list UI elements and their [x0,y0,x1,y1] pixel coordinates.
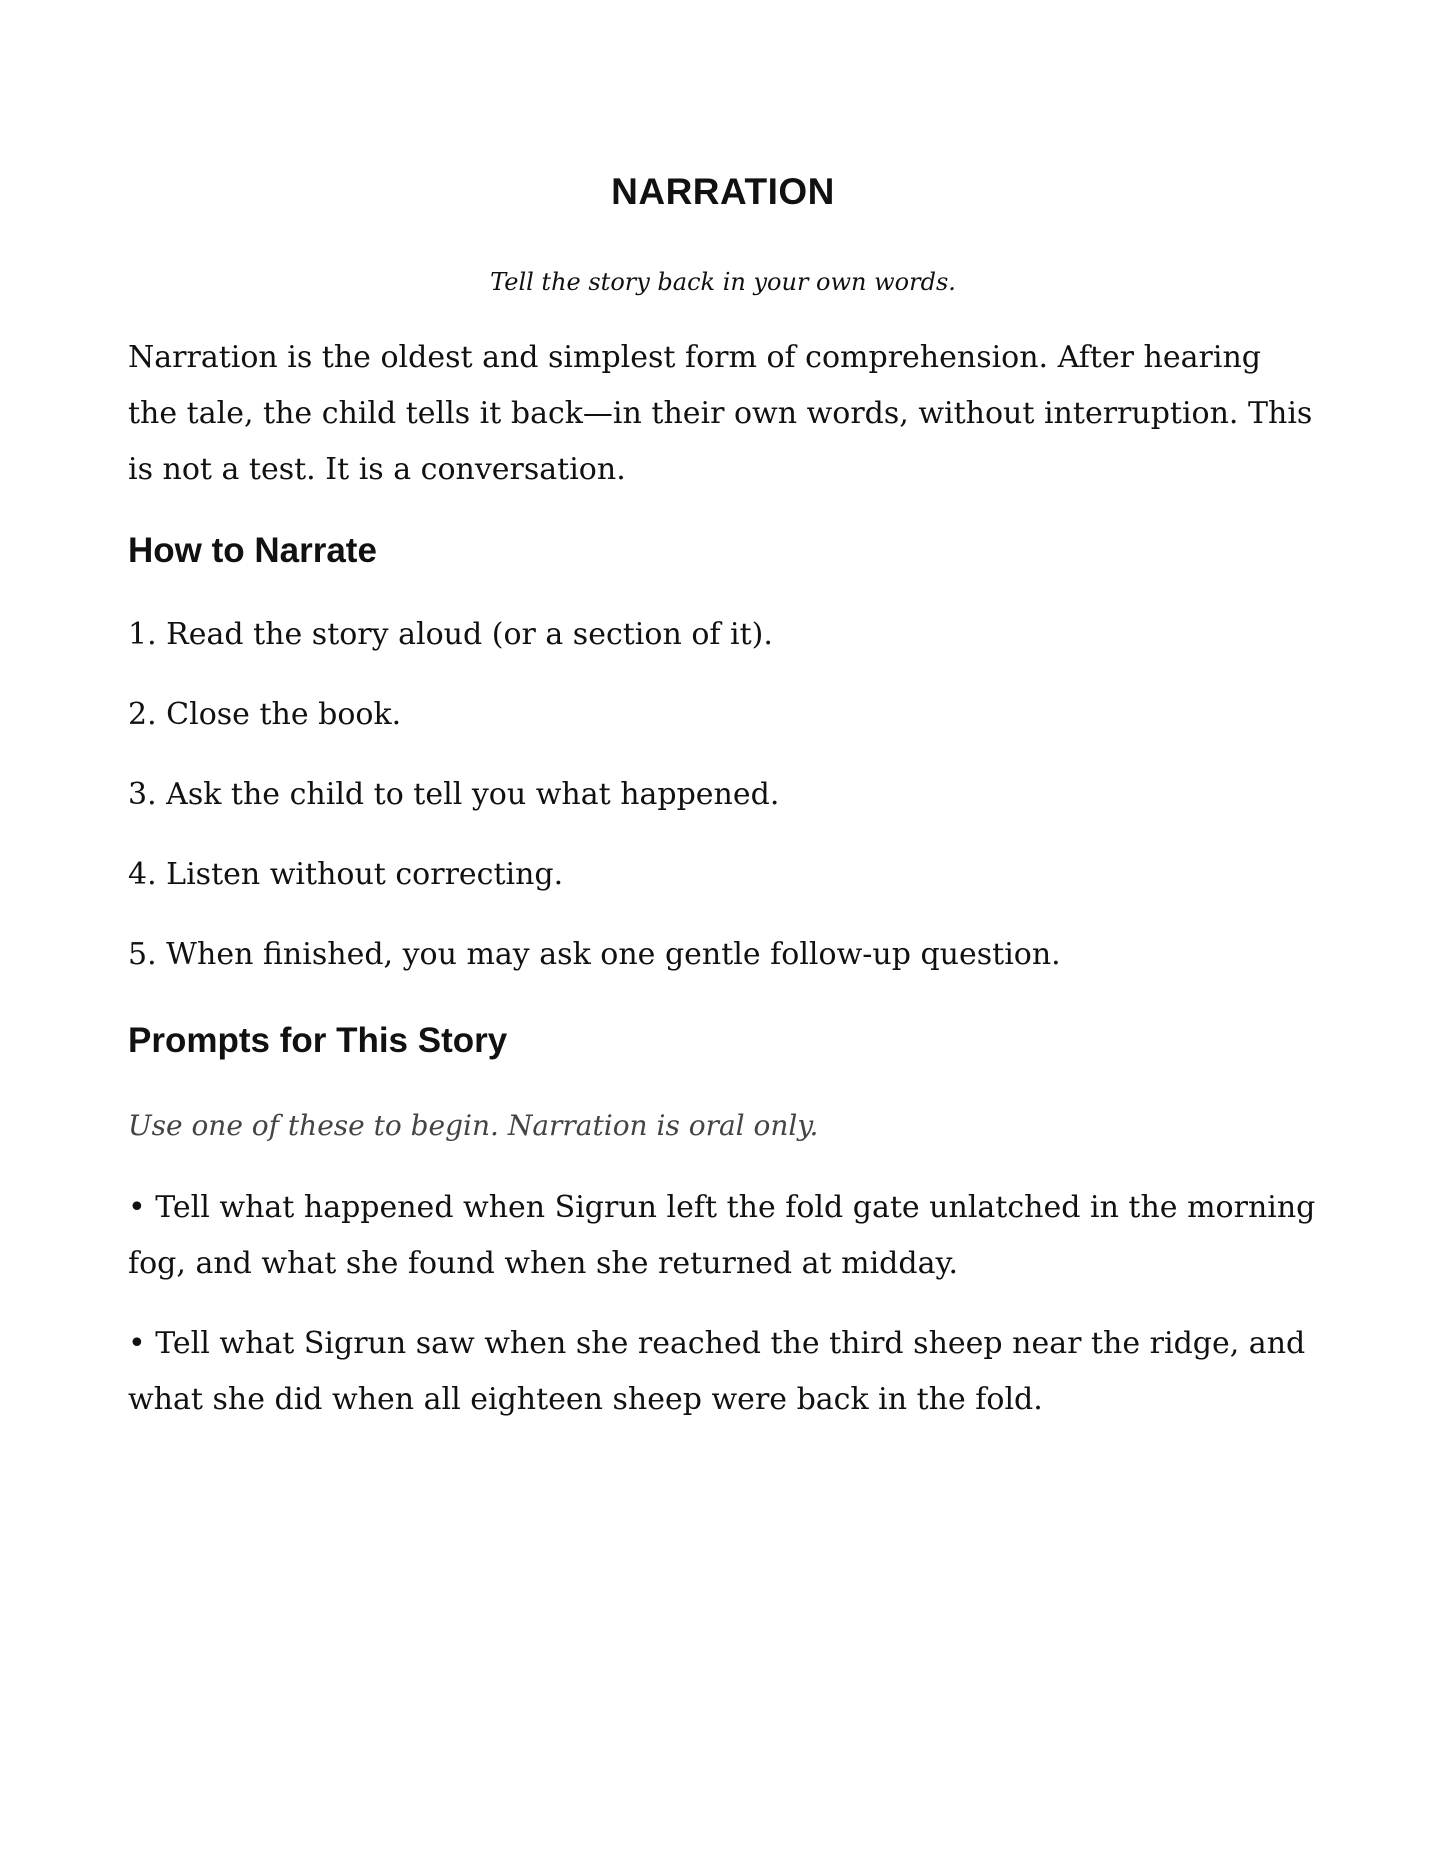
narration-steps-list [128,615,1318,1015]
step-item: 2. Close the book. [128,697,402,732]
step-item: 5. When finished, you may ask one gentle follow-up question. [128,937,1061,972]
step-item: 3. Ask the child to tell you what happened. [128,777,780,812]
prompts-list [128,1180,1318,1452]
step-item: 1. Read the story aloud (or a section of it). [128,617,773,652]
prompt-item: • Tell what Sigrun saw when she reached the third sheep near the ridge, and what she did when all eighteen sheep were back in the fold. [128,1326,1306,1417]
page-title: NARRATION [611,171,835,212]
step-item: 4. Listen without correcting. [128,857,564,892]
prompts-heading: Prompts for This Story [128,1021,508,1060]
prompt-item: • Tell what happened when Sigrun left the fold gate unlatched in the morning fog, and what she found when she returned at midday. [128,1190,1316,1281]
intro-paragraph: Narration is the oldest and simplest form of comprehension. After hearing the tale, the child tells it back—in their own words, without interruption. This is not a test. It is a conversation. [128,340,1313,487]
page-subtitle: Tell the story back in your own words. [490,268,956,296]
how-to-narrate-heading: How to Narrate [128,531,377,570]
prompts-note: Use one of these to begin. Narration is oral only. [128,1109,819,1142]
